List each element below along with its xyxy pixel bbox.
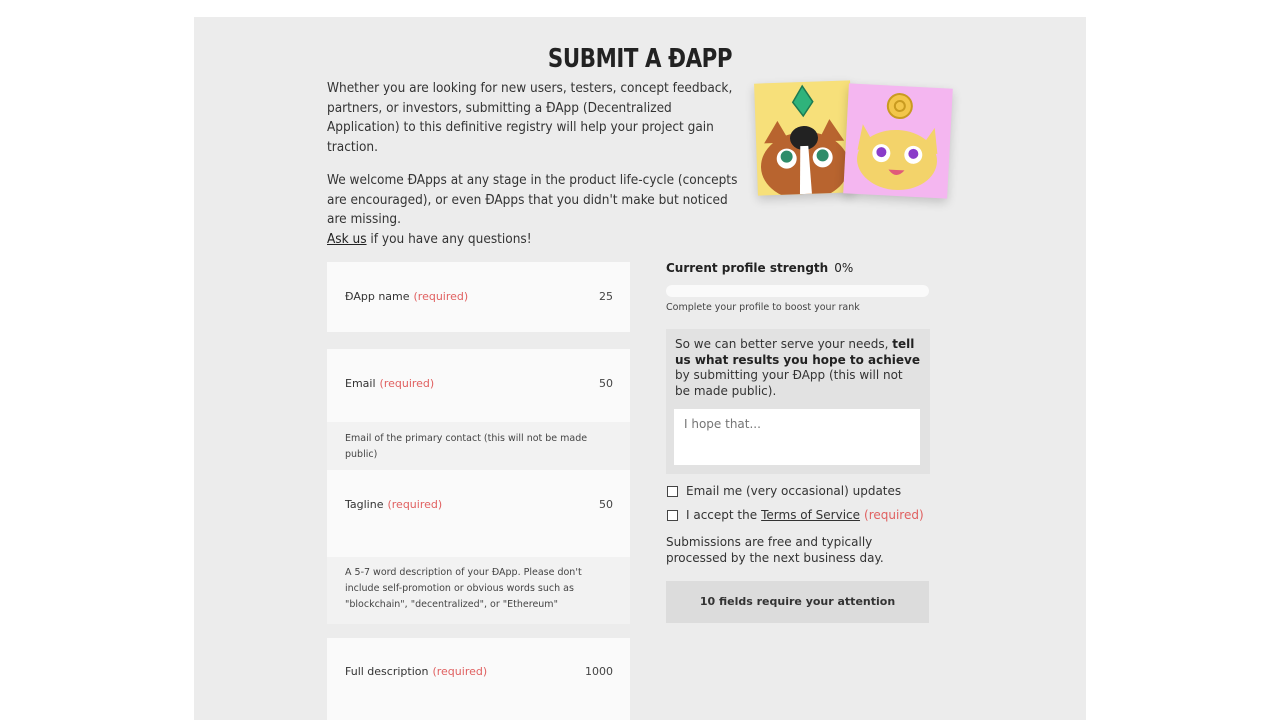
email-input[interactable] [327, 349, 630, 422]
char-count: 1000 [585, 665, 613, 678]
profile-strength-bar [666, 285, 929, 297]
email-updates-label: Email me (very occasional) updates [686, 484, 902, 498]
hero-illustration [756, 80, 956, 200]
required-marker: (required) [379, 377, 435, 390]
required-marker: (required) [387, 498, 443, 511]
tagline-label: Tagline (required) [345, 498, 443, 511]
accept-tos-label: I accept the [686, 508, 758, 522]
intro-paragraph-2-tail: if you have any questions! [366, 230, 532, 247]
submission-note: Submissions are free and typically processed by the next business day. [666, 535, 884, 565]
required-marker: (required) [864, 508, 924, 522]
intro-text [327, 79, 747, 263]
accept-tos-row[interactable] [667, 508, 924, 522]
email-label: Email (required) [345, 377, 435, 390]
goals-prompt-bold: tell us what results you hope to achieve [675, 337, 921, 367]
tagline-field[interactable] [327, 470, 630, 624]
submit-button[interactable]: 10 fields require your attention [666, 581, 929, 623]
horse-card-image [754, 80, 854, 195]
description-input[interactable] [327, 638, 630, 720]
ask-us-link[interactable]: Ask us [327, 230, 367, 247]
profile-strength-value: 0% [834, 261, 854, 275]
intro-paragraph-2-text: We welcome ĐApps at any stage in the product life-cycle (concepts are encouraged), or even ĐApps that you didn't make but noticed are missing. [327, 172, 738, 227]
terms-of-service-link[interactable]: Terms of Service [761, 508, 861, 522]
accept-tos-checkbox[interactable] [667, 510, 678, 521]
profile-strength-caption: Complete your profile to boost your rank [666, 302, 860, 313]
description-field[interactable] [327, 638, 630, 720]
profile-strength-title: Current profile strength 0% [666, 261, 854, 275]
dapp-name-input[interactable] [327, 262, 630, 332]
char-count: 25 [599, 290, 613, 303]
horse-unicorn-icon [754, 80, 854, 195]
required-marker: (required) [432, 665, 488, 678]
intro-paragraph-2 [327, 171, 747, 249]
email-field[interactable] [327, 349, 630, 472]
dapp-name-label: ĐApp name (required) [345, 290, 469, 303]
page-panel [194, 17, 1086, 720]
goals-input[interactable] [674, 409, 920, 465]
char-count: 50 [599, 377, 613, 390]
crypto-kitty-icon [843, 83, 953, 198]
kitty-card-image [843, 83, 953, 198]
email-updates-checkbox[interactable] [667, 486, 678, 497]
description-label: Full description (required) [345, 665, 488, 678]
intro-paragraph-1: Whether you are looking for new users, testers, concept feedback, partners, or investors, submitting a ĐApp (Decentralized Application) to this definitive registry will help your project gain traction. [327, 80, 733, 155]
goals-prompt: So we can better serve your needs, tell us what results you hope to achieve by submitting your ĐApp (this will not be made public). [675, 337, 921, 398]
char-count: 50 [599, 498, 613, 511]
goals-box [666, 329, 930, 474]
page-title: SUBMIT A ĐAPP [547, 44, 733, 74]
email-help: Email of the primary contact (this will not be made public) [327, 422, 630, 472]
tagline-help: A 5-7 word description of your ĐApp. Please don't include self-promotion or obvious words such as "blockchain", "decentralized", or "Ethereum" [327, 557, 630, 624]
required-marker: (required) [413, 290, 469, 303]
dapp-name-field[interactable] [327, 262, 630, 332]
tagline-input[interactable] [327, 470, 630, 557]
email-updates-row[interactable] [667, 484, 901, 498]
